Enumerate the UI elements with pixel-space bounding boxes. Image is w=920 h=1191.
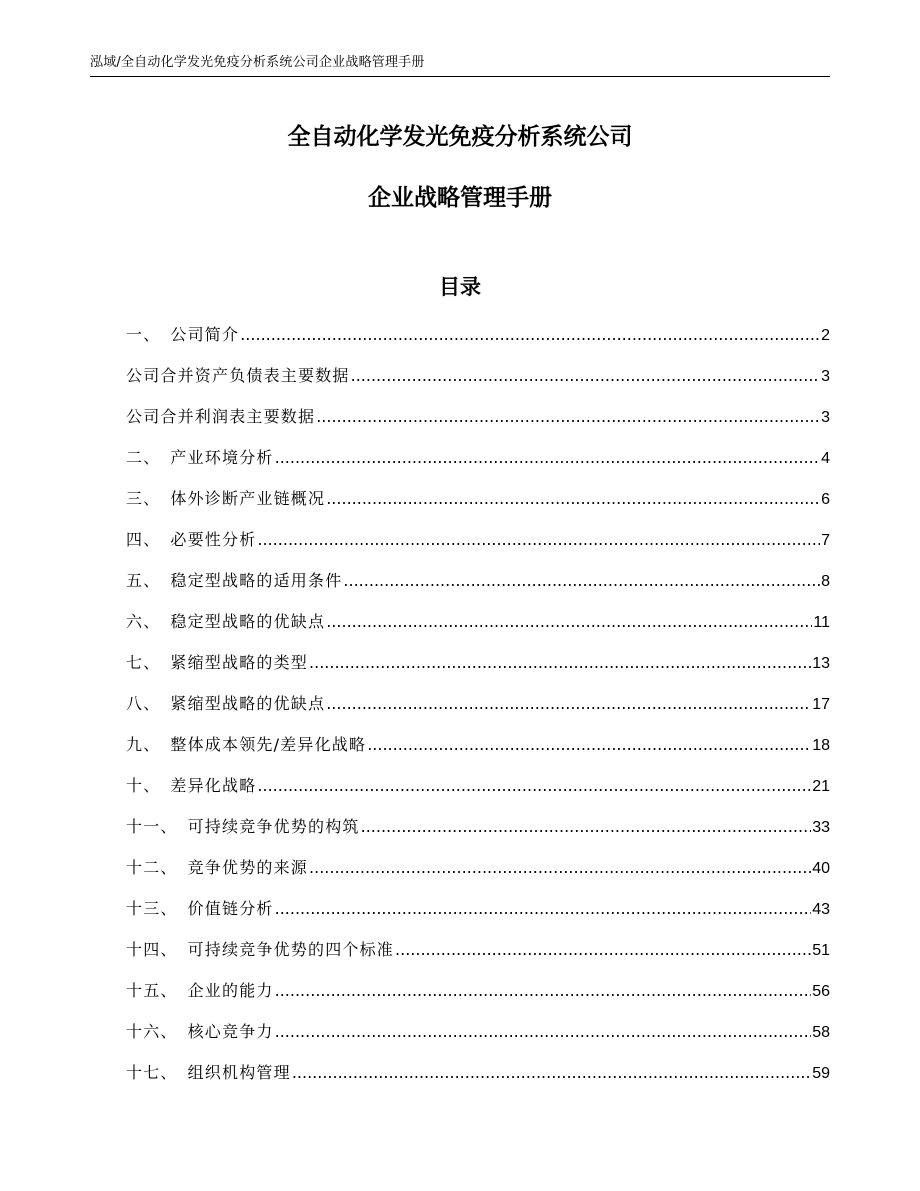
toc-entry-number: 十四、 (126, 940, 178, 959)
toc-entry[interactable] (126, 856, 830, 897)
toc-entry[interactable] (126, 733, 830, 774)
toc-entry-page-number: 6 (821, 491, 830, 508)
toc-entry-label: 可持续竞争优势的四个标准 (187, 940, 395, 959)
toc-entry-page-number: 59 (812, 1065, 830, 1082)
toc-entry[interactable] (126, 487, 830, 528)
toc-entry-page-number: 58 (812, 1024, 830, 1041)
toc-entry-label: 价值链分析 (187, 899, 274, 918)
toc-entry[interactable] (126, 364, 830, 405)
toc-entry-page-number: 21 (812, 778, 830, 795)
toc-entry-page-number: 7 (821, 532, 830, 549)
toc-entry-number: 十一、 (126, 817, 178, 836)
toc-entry[interactable] (126, 692, 830, 733)
toc-entry-label: 核心竞争力 (187, 1022, 274, 1041)
toc-entry-page-number: 11 (813, 614, 830, 631)
toc-entry-number: 十、 (126, 776, 161, 795)
toc-entry-number: 七、 (126, 653, 161, 672)
toc-leader-dots (367, 733, 811, 757)
toc-entry-label: 竞争优势的来源 (187, 858, 309, 877)
toc-entry-page-number: 18 (812, 737, 830, 754)
toc-entry-number: 一、 (126, 325, 161, 344)
toc-entry-number: 八、 (126, 694, 161, 713)
toc-entry-label: 体外诊断产业链概况 (170, 489, 326, 508)
toc-entry-label: 紧缩型战略的类型 (170, 653, 309, 672)
toc-entry-page-number: 3 (821, 409, 830, 426)
toc-entry-page-number: 2 (821, 327, 830, 344)
toc-entry[interactable] (126, 1020, 830, 1061)
toc-entry[interactable] (126, 1061, 830, 1102)
toc-entry[interactable] (126, 651, 830, 692)
toc-leader-dots (326, 610, 812, 634)
toc-entry[interactable] (126, 405, 830, 446)
toc-leader-dots (309, 856, 811, 880)
toc-entry-label: 必要性分析 (170, 530, 257, 549)
toc-leader-dots (395, 938, 811, 962)
toc-entry-number: 四、 (126, 530, 161, 549)
toc-heading: 目录 (439, 275, 481, 299)
toc-entry-page-number: 43 (812, 901, 830, 918)
toc-leader-dots (326, 487, 820, 511)
toc-entry[interactable] (126, 446, 830, 487)
toc-leader-dots (351, 364, 820, 388)
toc-entry-number: 六、 (126, 612, 161, 631)
document-subtitle: 企业战略管理手册 (368, 185, 552, 211)
toc-entry-label: 差异化战略 (170, 776, 257, 795)
toc-entry-label: 公司合并利润表主要数据 (126, 407, 316, 426)
toc-entry-page-number: 51 (812, 942, 830, 959)
toc-entry[interactable] (126, 897, 830, 938)
toc-entry-number: 十五、 (126, 981, 178, 1000)
toc-entry[interactable] (126, 979, 830, 1020)
toc-entry-page-number: 4 (821, 450, 830, 467)
toc-leader-dots (275, 1020, 812, 1044)
toc-entry-label: 企业的能力 (187, 981, 274, 1000)
toc-entry[interactable] (126, 610, 830, 651)
toc-entry-page-number: 17 (812, 696, 830, 713)
toc-entry-label: 公司合并资产负债表主要数据 (126, 366, 350, 385)
toc-entry-label: 整体成本领先/差异化战略 (170, 735, 367, 754)
toc-entry[interactable] (126, 528, 830, 569)
toc-entry-number: 十三、 (126, 899, 178, 918)
toc-entry-label: 组织机构管理 (187, 1063, 291, 1082)
toc-entry-number: 十六、 (126, 1022, 178, 1041)
toc-entry-number: 五、 (126, 571, 161, 590)
toc-entry-number: 二、 (126, 448, 161, 467)
toc-entry-label: 稳定型战略的适用条件 (170, 571, 343, 590)
toc-leader-dots (275, 446, 820, 470)
toc-entry-label: 紧缩型战略的优缺点 (170, 694, 326, 713)
toc-entry[interactable] (126, 815, 830, 856)
toc-leader-dots (309, 651, 811, 675)
toc-entry-page-number: 40 (812, 860, 830, 877)
toc-entry-page-number: 13 (812, 655, 830, 672)
toc-leader-dots (257, 774, 811, 798)
toc-entry-number: 九、 (126, 735, 161, 754)
toc-leader-dots (361, 815, 812, 839)
toc-entry[interactable] (126, 323, 830, 364)
toc-entry-label: 产业环境分析 (170, 448, 274, 467)
toc-entry-number: 十七、 (126, 1063, 178, 1082)
toc-entry-label: 公司简介 (170, 325, 240, 344)
toc-entry[interactable] (126, 569, 830, 610)
toc-entry[interactable] (126, 774, 830, 815)
document-title: 全自动化学发光免疫分析系统公司 (287, 124, 633, 150)
toc-entry-page-number: 56 (812, 983, 830, 1000)
toc-leader-dots (275, 897, 812, 921)
toc-leader-dots (257, 528, 820, 552)
toc-leader-dots (275, 979, 812, 1003)
table-of-contents (126, 323, 830, 1102)
toc-entry-page-number: 3 (821, 368, 830, 385)
toc-leader-dots (343, 569, 820, 593)
toc-entry-number: 三、 (126, 489, 161, 508)
toc-entry-label: 可持续竞争优势的构筑 (187, 817, 360, 836)
toc-entry[interactable] (126, 938, 830, 979)
toc-leader-dots (316, 405, 820, 429)
toc-leader-dots (240, 323, 820, 347)
toc-entry-page-number: 33 (812, 819, 830, 836)
toc-entry-label: 稳定型战略的优缺点 (170, 612, 326, 631)
running-header: 泓域/全自动化学发光免疫分析系统公司企业战略管理手册 (90, 54, 830, 77)
toc-leader-dots (326, 692, 811, 716)
toc-entry-number: 十二、 (126, 858, 178, 877)
toc-entry-page-number: 8 (821, 573, 830, 590)
toc-leader-dots (292, 1061, 811, 1085)
